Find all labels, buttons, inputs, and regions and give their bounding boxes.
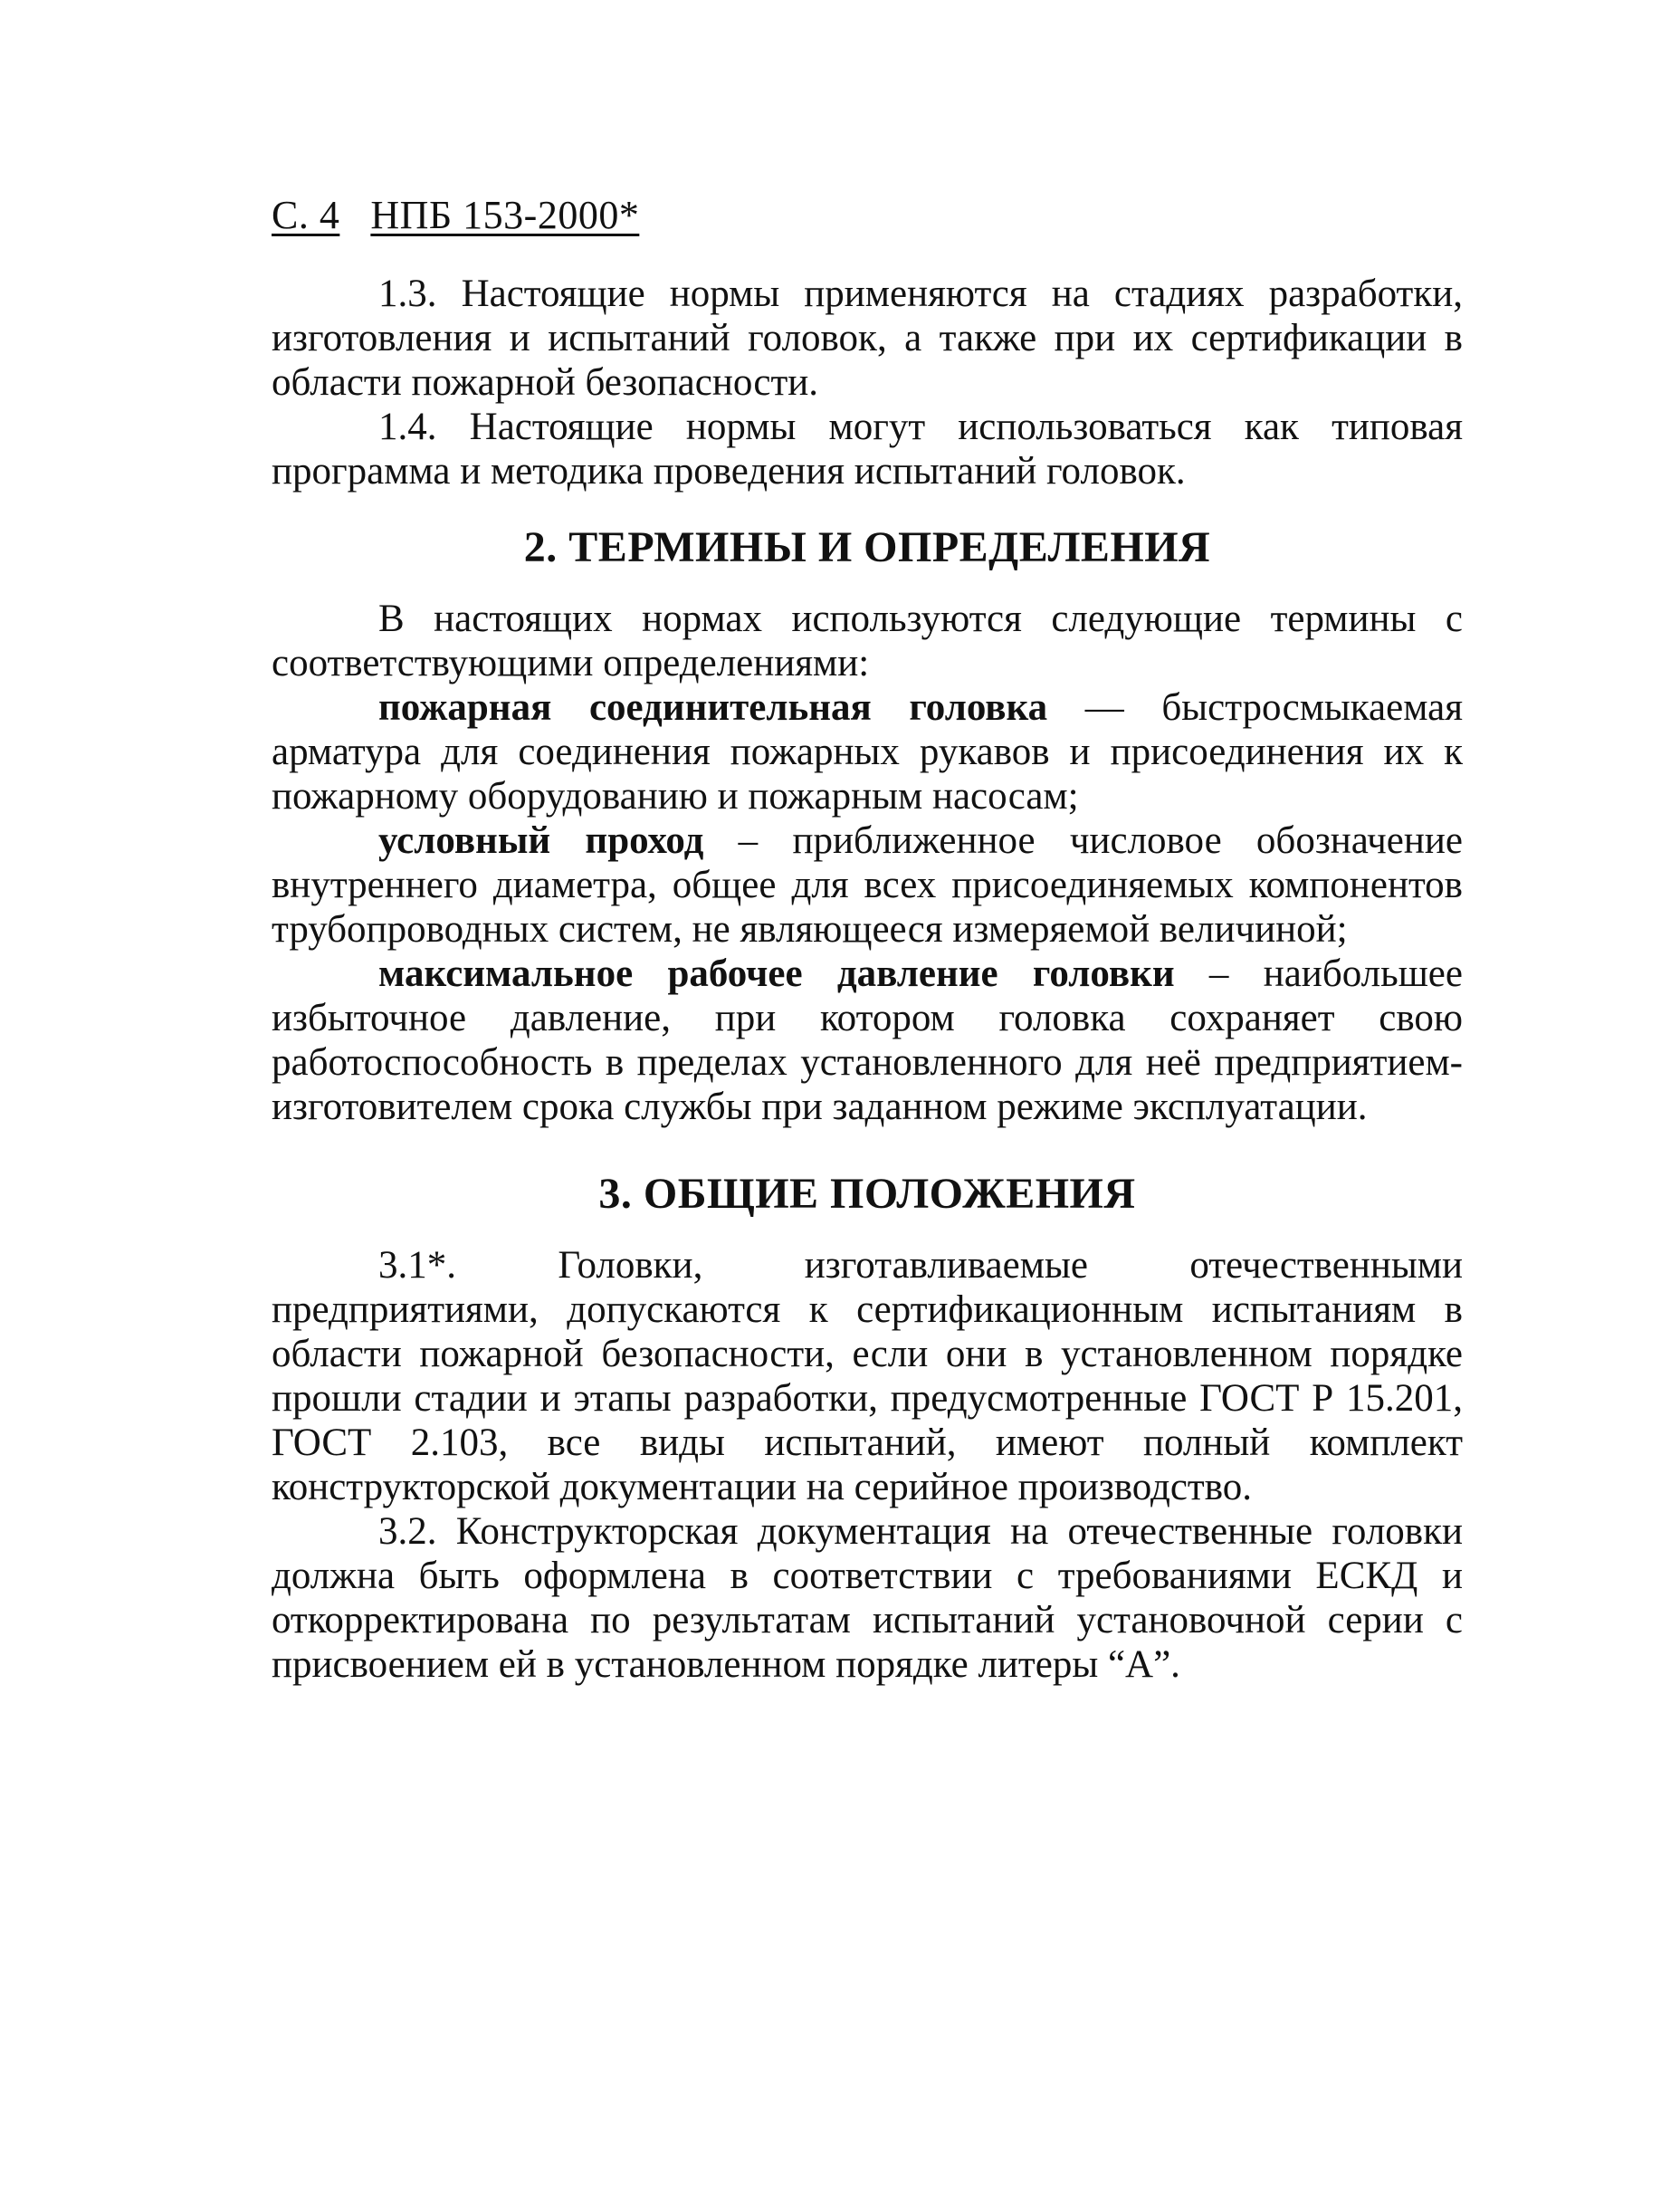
- paragraph-1-3: 1.3. Настоящие нормы применяются на стадиях разработки, изготовления и испытаний головок, а также при их сертификации в области пожарной безопасности.: [272, 273, 1463, 404]
- definition-item: [272, 685, 1463, 818]
- page-number-label: С. 4: [272, 193, 340, 237]
- page-header: [272, 192, 639, 239]
- definition-text: — быстросмыкаемая арматура для соединения пожарных рукавов и присоединения их к пожарному оборудованию и пожарным насосам;: [272, 686, 1464, 818]
- definition-term: пожарная соединительная головка: [378, 686, 1048, 729]
- paragraph-3-2: 3.2. Конструкторская документация на отечественные головки должна быть оформлена в соответствии с требованиями ЕСКД и откорректирована по результатам испытаний установочной серии с присвоением ей в установленном порядке литеры “А”.: [272, 1510, 1463, 1686]
- definition-text: – наибольшее избыточное давление, при котором головка сохраняет свою работоспособность в пределах установленного для неё предприятием-изготовителем срока службы при заданном режиме эксплуатации.: [272, 952, 1463, 1128]
- section-2-heading: 2. ТЕРМИНЫ И ОПРЕДЕЛЕНИЯ: [523, 523, 1211, 571]
- section-3-heading: 3. ОБЩИЕ ПОЛОЖЕНИЯ: [598, 1170, 1136, 1218]
- paragraph-3-1: 3.1*. Головки, изготавливаемые отечественными предприятиями, допускаются к сертификационным испытаниям в области пожарной безопасности, если они в установленном порядке прошли стадии и этапы разработки, предусмотренные ГОСТ Р 15.201, ГОСТ 2.103, все виды испытаний, имеют полный комплект конструкторской документации на серийное производство.: [272, 1244, 1463, 1508]
- page-content: [272, 272, 1463, 1687]
- definition-item: [272, 952, 1463, 1129]
- definition-text: – приближенное числовое обозначение внутреннего диаметра, общее для всех присоединяемых компонентов трубопроводных систем, не являющееся измеряемой величиной;: [272, 819, 1463, 951]
- definitions-list: [272, 685, 1463, 1129]
- definition-item: [272, 818, 1463, 952]
- document-code: НПБ 153-2000*: [370, 193, 640, 237]
- section-2-intro: В настоящих нормах используются следующие термины с соответствующими определениями:: [272, 598, 1463, 684]
- paragraph-1-4: 1.4. Настоящие нормы могут использоваться как типовая программа и методика проведения испытаний головок.: [272, 406, 1463, 493]
- definition-term: максимальное рабочее давление головки: [378, 952, 1175, 995]
- definition-term: условный проход: [378, 819, 704, 862]
